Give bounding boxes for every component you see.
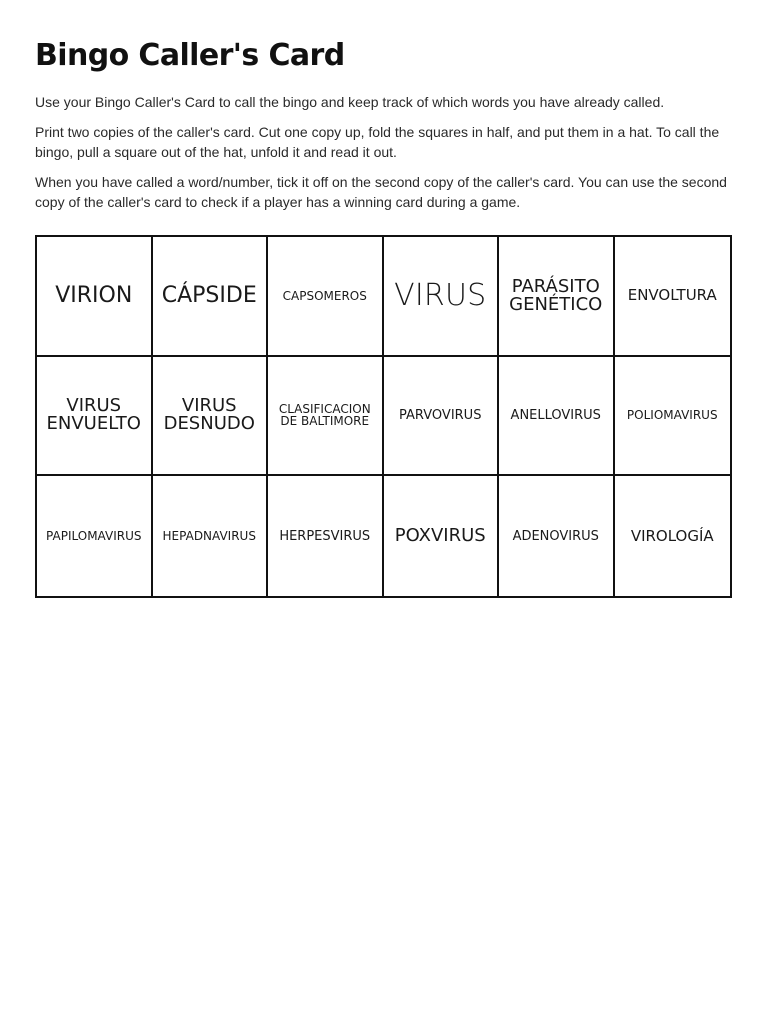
bingo-cell: PARÁSITO GENÉTICO	[499, 237, 615, 357]
bingo-grid	[35, 235, 732, 598]
bingo-cell: PAPILOMAVIRUS	[37, 476, 153, 596]
bingo-cell: POXVIRUS	[384, 476, 500, 596]
bingo-cell: HEPADNAVIRUS	[153, 476, 269, 596]
bingo-cell: CAPSOMEROS	[268, 237, 384, 357]
instruction-paragraph-3: When you have called a word/number, tick it off on the second copy of the caller's card. You can use the second copy of the caller's card to check if a player has a winning card during a game.	[35, 174, 727, 210]
bingo-cell: PARVOVIRUS	[384, 357, 500, 477]
bingo-cell: CÁPSIDE	[153, 237, 269, 357]
instruction-paragraph-1: Use your Bingo Caller's Card to call the bingo and keep track of which words you have already called.	[35, 94, 665, 110]
bingo-cell: VIRUS	[384, 237, 500, 357]
bingo-cell: ADENOVIRUS	[499, 476, 615, 596]
bingo-cell: VIRUS DESNUDO	[153, 357, 269, 477]
bingo-cell: VIRUS ENVUELTO	[37, 357, 153, 477]
bingo-cell: HERPESVIRUS	[268, 476, 384, 596]
bingo-cell: ENVOLTURA	[615, 237, 731, 357]
bingo-cell: VIROLOGÍA	[630, 526, 714, 545]
instruction-paragraph-2: Print two copies of the caller's card. Cut one copy up, fold the squares in half, and put them in a hat. To call the bingo, pull a square out of the hat, unfold it and read it out.	[35, 124, 720, 160]
bingo-cell: ANELLOVIRUS	[499, 357, 615, 477]
bingo-cell: CLASIFICACION DE BALTIMORE	[268, 357, 384, 477]
bingo-cell: VIRION	[37, 237, 153, 357]
callers-card-page	[35, 36, 731, 547]
page-title: Bingo Caller's Card	[35, 38, 345, 73]
bingo-cell: POLIOMAVIRUS	[615, 357, 731, 477]
